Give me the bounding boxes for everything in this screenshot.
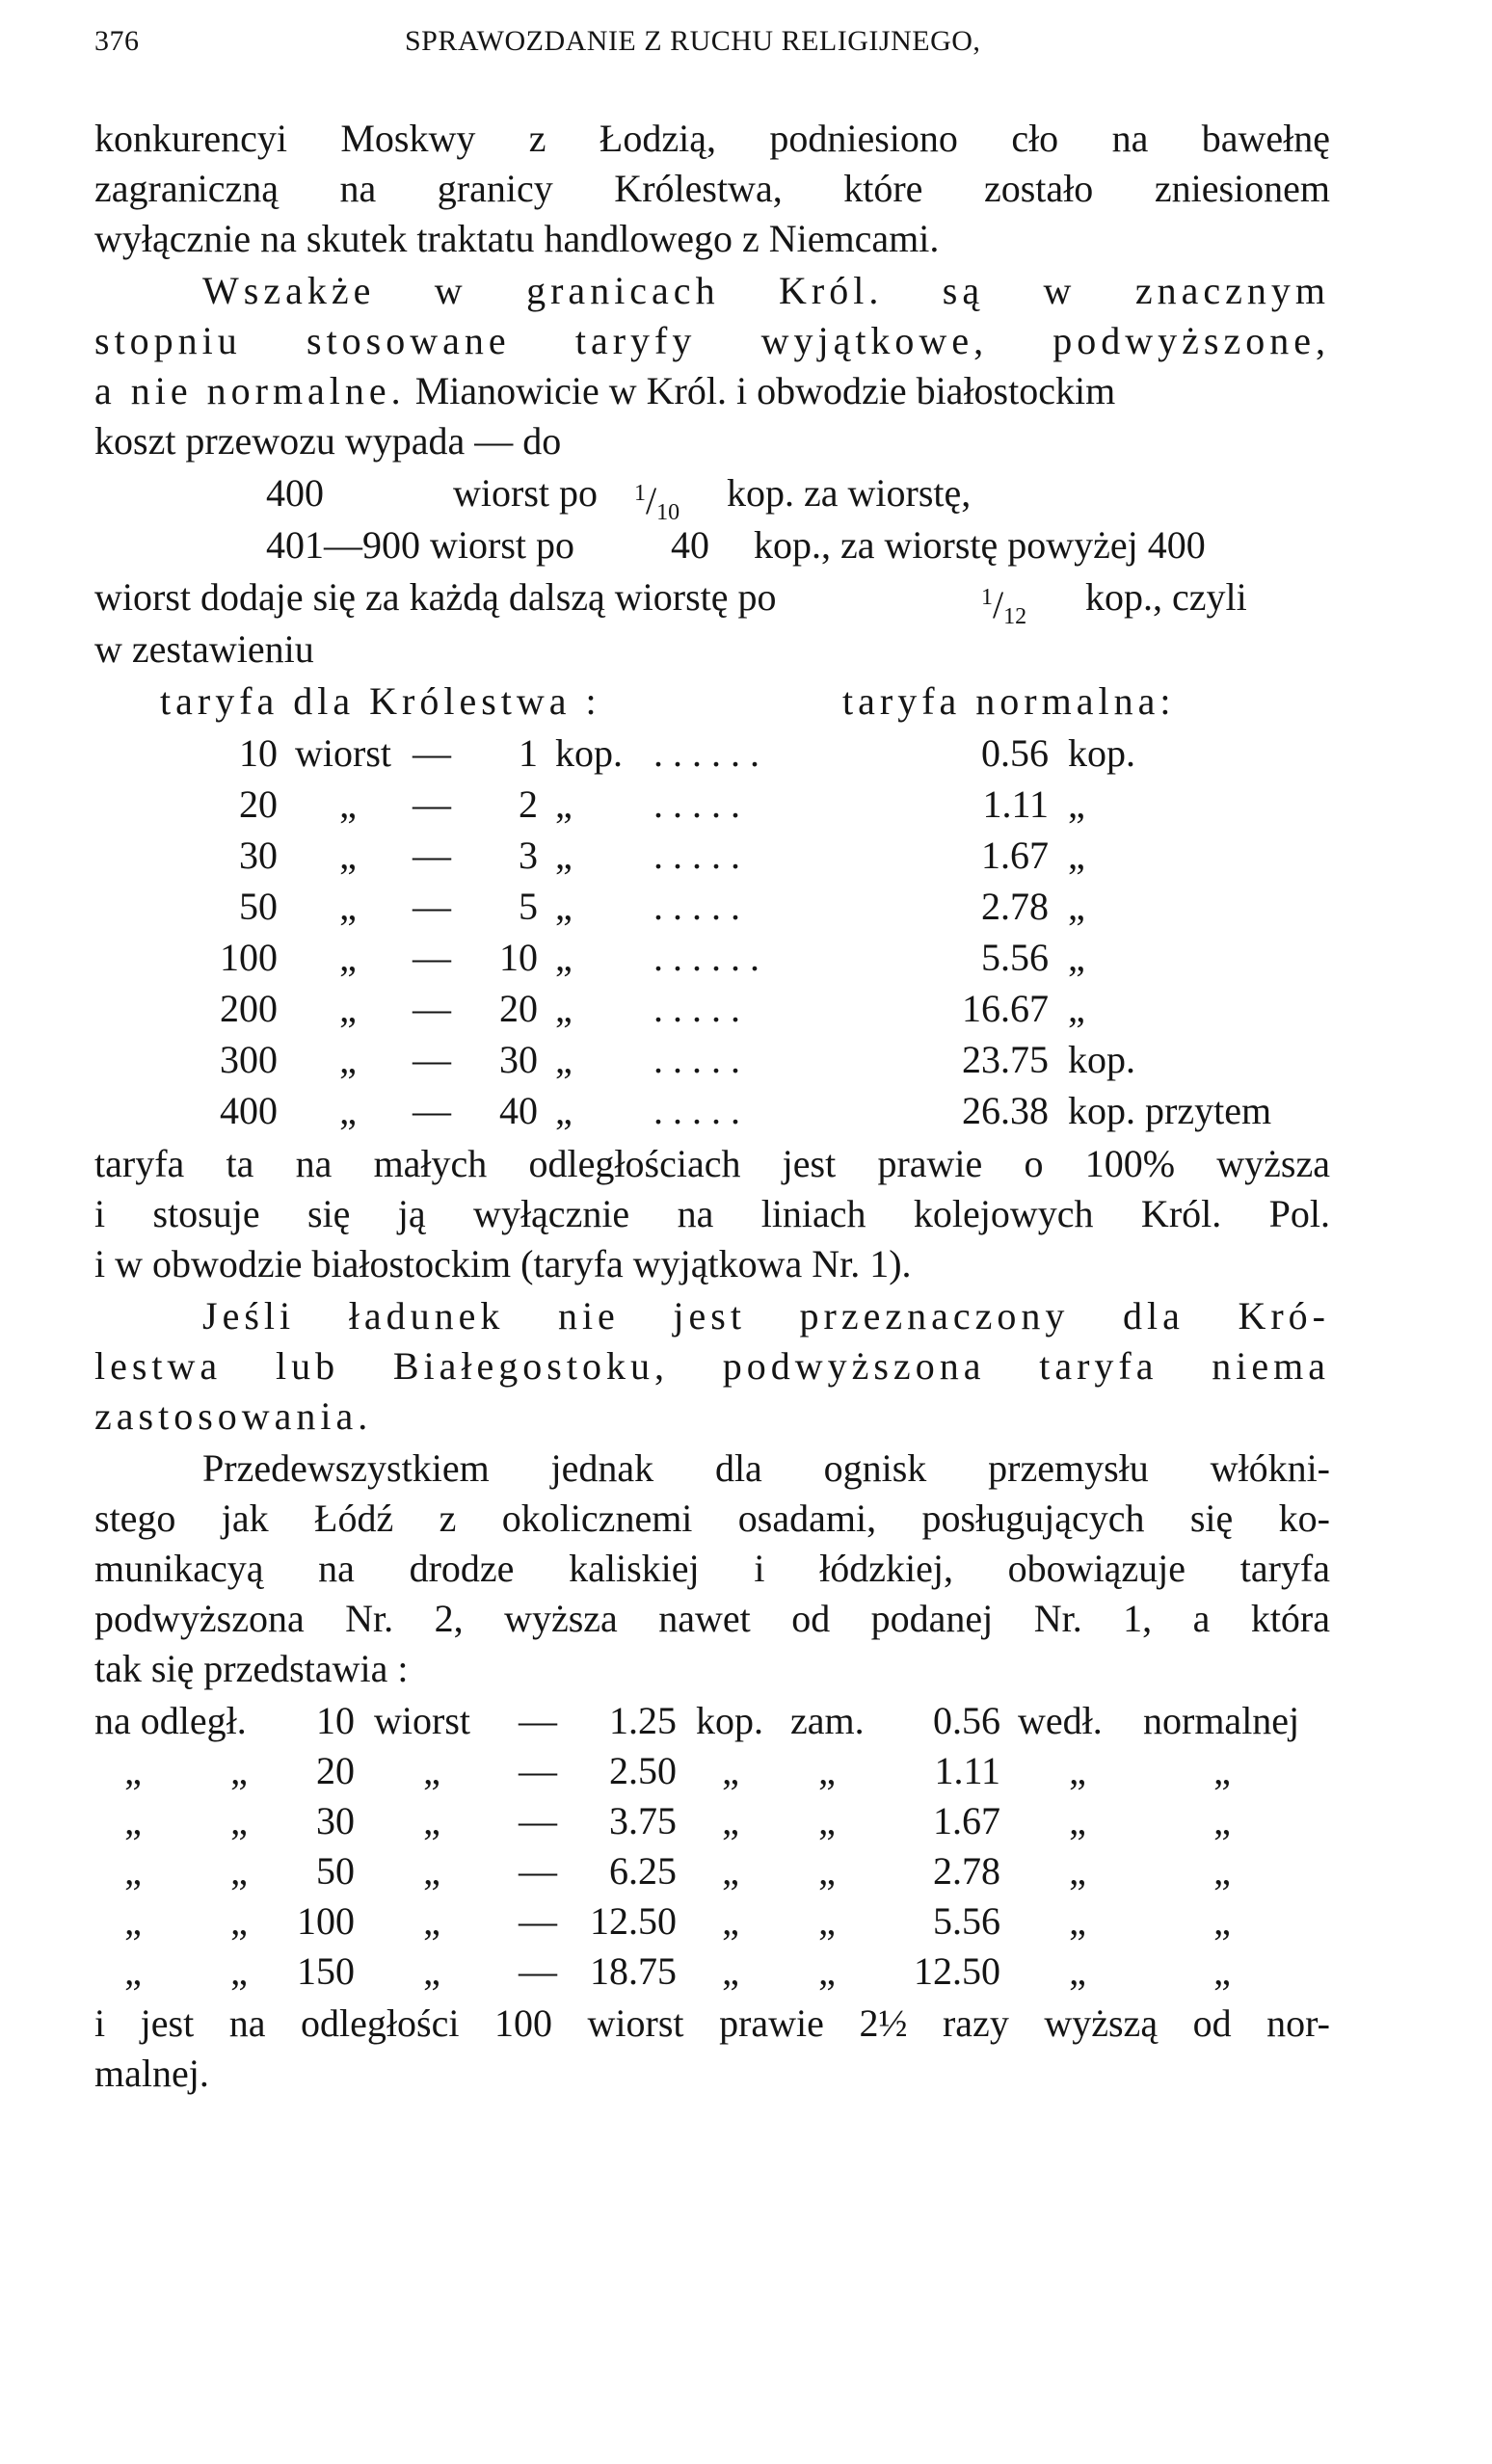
rate-value: 400 (266, 471, 324, 515)
dash-cell: — (519, 1799, 557, 1842)
text-line: tak się przedstawia : (94, 1647, 409, 1690)
table-row (94, 1696, 1330, 1746)
label-cell: „ (124, 1949, 142, 1993)
unit-cell: normalnej (1143, 1699, 1300, 1742)
distance-cell: 10 (239, 731, 278, 775)
unit-cell: „ (722, 1949, 739, 1993)
distance-cell: 50 (316, 1849, 355, 1893)
dash-cell: — (413, 834, 451, 877)
unit-cell: „ (555, 936, 573, 979)
ditto-cell: „ (230, 1899, 248, 1943)
text-line: w zestawieniu (94, 627, 314, 671)
unit-cell: wiorst (374, 1699, 470, 1742)
unit-cell: „ (555, 987, 573, 1030)
normal-tariff-cell: 1.11 (934, 1749, 1000, 1792)
ditto-cell: „ (230, 1849, 248, 1893)
rate-text: wiorst po (453, 471, 598, 515)
table-row (94, 1796, 1330, 1846)
unit-cell: „ (722, 1799, 739, 1842)
normal-tariff-cell: 1.67 (933, 1799, 1000, 1842)
unit-cell: wedł. (1018, 1699, 1103, 1742)
text-line: koszt przewozu wypada — do (94, 419, 562, 463)
dash-cell: — (413, 731, 451, 775)
text-line: konkurencyi Moskwy z Łodzią, podniesiono cło na bawełnę (94, 117, 1330, 160)
distance-cell: 100 (220, 936, 278, 979)
text-line: malnej. (94, 2052, 209, 2095)
text-line: taryfa ta na małych odległościach jest prawie o 100% wyższa (94, 1142, 1330, 1185)
tariff-cell: 10 (499, 936, 538, 979)
table-row (94, 933, 1330, 983)
normal-tariff-cell: 5.56 (981, 936, 1049, 979)
label-cell: „ (124, 1899, 142, 1943)
rate-text: kop., czyli (1085, 575, 1247, 619)
text-span: a nie normalne. (94, 369, 406, 412)
tariff-cell: 20 (499, 987, 538, 1030)
tariff-cell: 2.50 (609, 1749, 677, 1792)
table-row (94, 729, 1330, 779)
dash-cell: — (519, 1849, 557, 1893)
table1-header (94, 676, 1330, 727)
normal-tariff-cell: 0.56 (981, 731, 1049, 775)
normal-tariff-cell: 23.75 (962, 1038, 1049, 1081)
label-cell: „ (124, 1849, 142, 1893)
text-line: i w obwodzie białostockim (taryfa wyjątkowa Nr. 1). (94, 1242, 912, 1285)
unit-cell: „ (722, 1899, 739, 1943)
rate-text: wiorst dodaje się za każdą dalszą wiorstę po (94, 575, 777, 619)
tariff-cell: 3 (519, 834, 538, 877)
unit-cell: „ (339, 782, 357, 826)
unit-cell: „ (339, 936, 357, 979)
page-number: 376 (94, 25, 140, 57)
rate-line (94, 520, 1330, 570)
page-header (94, 17, 1330, 66)
text-line: zastosowania. (94, 1394, 373, 1438)
unit-cell: „ (1069, 1749, 1086, 1792)
tariff-cell: 12.50 (590, 1899, 677, 1943)
leader-dots: . . . . . (653, 1089, 740, 1132)
unit-cell: „ (1068, 782, 1085, 826)
rate-value: 40 (671, 523, 709, 567)
ditto-cell: „ (230, 1949, 248, 1993)
tariff-cell: 3.75 (609, 1799, 677, 1842)
dash-cell: — (413, 936, 451, 979)
fraction-numerator: 1 (634, 481, 646, 506)
fraction: $^1/_{12}$ (981, 583, 1027, 629)
text-line: i stosuje się ją wyłącznie na liniach kolejowych Król. Pol. (94, 1192, 1330, 1235)
text-line: Jeśli ładunek nie jest przeznaczony dla Kró- (202, 1294, 1330, 1338)
running-title: SPRAWOZDANIE Z RUCHU RELIGIJNEGO, (405, 25, 981, 57)
unit-cell: „ (818, 1799, 836, 1842)
leader-dots: . . . . . (653, 987, 740, 1030)
unit-cell: kop. (696, 1699, 763, 1742)
unit-cell: „ (555, 834, 573, 877)
text-line: wyłącznie na skutek traktatu handlowego z Niemcami. (94, 217, 940, 260)
tariff-cell: 6.25 (609, 1849, 677, 1893)
unit-cell: „ (1068, 834, 1085, 877)
label-cell: „ (124, 1799, 142, 1842)
unit-cell: „ (1069, 1949, 1086, 1993)
unit-cell: „ (1213, 1949, 1231, 1993)
unit-cell: „ (339, 885, 357, 928)
leader-dots: . . . . . . (653, 731, 759, 775)
fraction-denominator: 12 (1003, 604, 1027, 629)
tariff-cell: 30 (499, 1038, 538, 1081)
normal-tariff-cell: 1.67 (981, 834, 1049, 877)
unit-cell: „ (423, 1949, 440, 1993)
table-row (94, 1947, 1330, 1997)
unit-cell: „ (818, 1849, 836, 1893)
unit-cell: „ (1068, 885, 1085, 928)
table-row (94, 882, 1330, 932)
tariff-cell: 2 (519, 782, 538, 826)
text-line: lestwa lub Białegostoku, podwyższona taryfa niema (94, 1344, 1330, 1388)
text-line: Przedewszystkiem jednak dla ognisk przemysłu włókni- (202, 1446, 1330, 1490)
table1-head-left: taryfa dla Królestwa : (160, 679, 601, 723)
unit-cell: „ (722, 1849, 739, 1893)
unit-cell: „ (1213, 1899, 1231, 1943)
unit-cell: „ (555, 885, 573, 928)
text-line: podwyższona Nr. 2, wyższa nawet od podanej Nr. 1, a która (94, 1597, 1330, 1640)
normal-tariff-cell: 5.56 (933, 1899, 1000, 1943)
unit-cell: kop. (555, 731, 623, 775)
normal-tariff-cell: 2.78 (933, 1849, 1000, 1893)
leader-dots: . . . . . (653, 782, 740, 826)
distance-cell: 30 (239, 834, 278, 877)
unit-cell: „ (555, 782, 573, 826)
table-row (94, 831, 1330, 881)
distance-cell: 150 (297, 1949, 355, 1993)
dash-cell: — (519, 1949, 557, 1993)
unit-cell: „ (1213, 1799, 1231, 1842)
table-row (94, 1035, 1330, 1085)
unit-cell: „ (818, 1949, 836, 1993)
unit-cell: „ (818, 1749, 836, 1792)
text-line: i jest na odległości 100 wiorst prawie 2½ razy wyższą od nor- (94, 2001, 1330, 2045)
unit-cell: „ (423, 1849, 440, 1893)
dash-cell: — (413, 885, 451, 928)
distance-cell: 20 (239, 782, 278, 826)
unit-cell: „ (339, 834, 357, 877)
rate-line (94, 468, 1330, 525)
distance-cell: 30 (316, 1799, 355, 1842)
rate-text: 401—900 wiorst po (266, 523, 574, 567)
unit-cell: kop. (1068, 1038, 1135, 1081)
unit-cell: „ (1213, 1749, 1231, 1792)
table-row (94, 1086, 1330, 1136)
unit-cell: „ (1069, 1849, 1086, 1893)
table-row (94, 1896, 1330, 1947)
unit-cell: „ (423, 1899, 440, 1943)
distance-cell: 20 (316, 1749, 355, 1792)
distance-cell: 400 (220, 1089, 278, 1132)
unit-cell: „ (423, 1749, 440, 1792)
unit-cell: „ (1069, 1899, 1086, 1943)
dash-cell: — (519, 1899, 557, 1943)
dash-cell: — (413, 782, 451, 826)
normal-tariff-cell: 12.50 (914, 1949, 1000, 1993)
distance-cell: 200 (220, 987, 278, 1030)
rate-text: kop., za wiorstę powyżej 400 (754, 523, 1206, 567)
leader-dots: . . . . . (653, 1038, 740, 1081)
fraction-numerator: 1 (981, 585, 993, 610)
text-line: stopniu stosowane taryfy wyjątkowe, podwyższone, (94, 319, 1330, 362)
unit-cell: „ (339, 987, 357, 1030)
unit-cell: kop. przytem (1068, 1089, 1272, 1132)
text-line: zagraniczną na granicy Królestwa, które zostało zniesionem (94, 167, 1330, 210)
table-row (94, 1846, 1330, 1896)
fraction-denominator: 10 (656, 500, 680, 525)
unit-cell: zam. (790, 1699, 865, 1742)
text-span: Mianowicie w Król. i obwodzie białostockim (414, 369, 1116, 412)
table-row (94, 1746, 1330, 1796)
distance-cell: 300 (220, 1038, 278, 1081)
unit-cell: „ (339, 1038, 357, 1081)
text-line: munikacyą na drodze kaliskiej i łódzkiej, obowiązuje taryfa (94, 1547, 1330, 1590)
dash-cell: — (413, 1038, 451, 1081)
ditto-cell: „ (230, 1799, 248, 1842)
distance-cell: 100 (297, 1899, 355, 1943)
unit-cell: wiorst (295, 731, 391, 775)
dash-cell: — (413, 987, 451, 1030)
tariff-cell: 1 (519, 731, 538, 775)
unit-cell: „ (1213, 1849, 1231, 1893)
normal-tariff-cell: 16.67 (962, 987, 1049, 1030)
dash-cell: — (413, 1089, 451, 1132)
leader-dots: . . . . . (653, 834, 740, 877)
tariff-cell: 1.25 (609, 1699, 677, 1742)
dash-cell: — (519, 1749, 557, 1792)
tariff-cell: 40 (499, 1089, 538, 1132)
tariff-cell: 18.75 (590, 1949, 677, 1993)
table-row (94, 984, 1330, 1034)
unit-cell: „ (555, 1038, 573, 1081)
fraction: $^1/_{10}$ (634, 479, 680, 525)
text-line: stego jak Łódź z okolicznemi osadami, posługujących się ko- (94, 1497, 1330, 1540)
normal-tariff-cell: 0.56 (933, 1699, 1000, 1742)
normal-tariff-cell: 1.11 (982, 782, 1049, 826)
unit-cell: kop. (1068, 731, 1135, 775)
normal-tariff-cell: 26.38 (962, 1089, 1049, 1132)
unit-cell: „ (1068, 936, 1085, 979)
leader-dots: . . . . . (653, 885, 740, 928)
text-line: Wszakże w granicach Król. są w znacznym (202, 269, 1330, 312)
normal-tariff-cell: 2.78 (981, 885, 1049, 928)
unit-cell: „ (339, 1089, 357, 1132)
tariff-cell: 5 (519, 885, 538, 928)
unit-cell: „ (423, 1799, 440, 1842)
rate-text: kop. za wiorstę, (727, 471, 972, 515)
ditto-cell: „ (230, 1749, 248, 1792)
unit-cell: „ (1068, 987, 1085, 1030)
leader-dots: . . . . . . (653, 936, 759, 979)
distance-cell: 50 (239, 885, 278, 928)
label-cell: na odległ. (94, 1699, 247, 1742)
unit-cell: „ (818, 1899, 836, 1943)
rate-line (94, 572, 1330, 629)
table-row (94, 780, 1330, 830)
unit-cell: „ (722, 1749, 739, 1792)
table1-head-right: taryfa normalna: (842, 679, 1176, 723)
label-cell: „ (124, 1749, 142, 1792)
unit-cell: „ (555, 1089, 573, 1132)
unit-cell: „ (1069, 1799, 1086, 1842)
dash-cell: — (519, 1699, 557, 1742)
distance-cell: 10 (316, 1699, 355, 1742)
text-line (94, 366, 1330, 416)
